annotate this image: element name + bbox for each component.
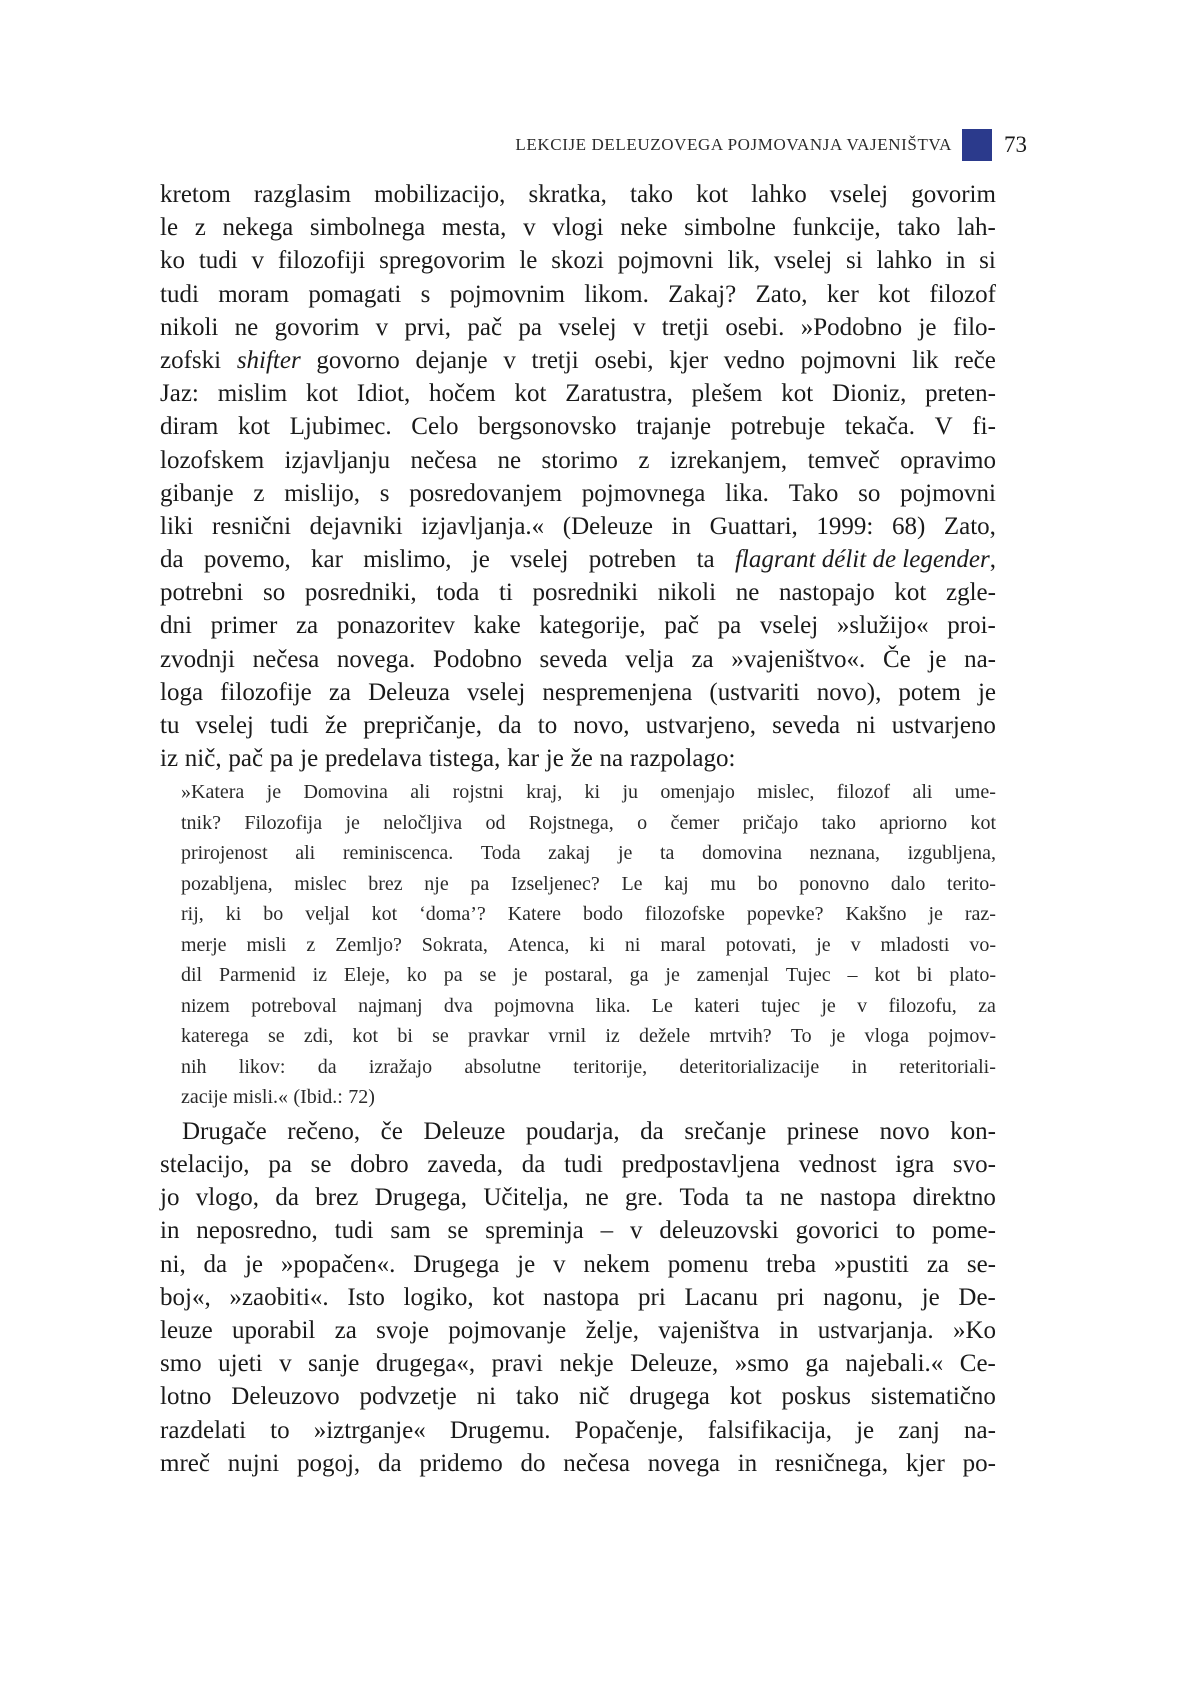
text-line: zofski shifter govorno dejanje v tretji osebi, kjer vedno pojmovni lik reče <box>160 346 996 374</box>
text-line: nizem potreboval najmanj dva pojmovna lika. Le kateri tujec je v filozofu, za <box>181 994 996 1017</box>
text-line: kretom razglasim mobilizacijo, skratka, tako kot lahko vselej govorim <box>160 181 996 208</box>
text-line: »Katera je Domovina ali rojstni kraj, ki ju omenjajo mislec, filozof ali ume- <box>181 781 996 804</box>
text-line: potrebni so posredniki, toda ti posredniki nikoli ne nastopajo kot zgle- <box>160 579 996 607</box>
text-line: Jaz: mislim kot Idiot, hočem kot Zaratustra, plešem kot Dioniz, preten- <box>160 380 996 408</box>
text-line: prirojenost ali reminiscenca. Toda zakaj je ta domovina neznana, izgubljena, <box>181 842 996 865</box>
text-line: loga filozofije za Deleuza vselej nespremenjena (ustvariti novo), potem je <box>160 678 996 706</box>
text-line: leuze uporabil za svoje pojmovanje želje, vajeništva in ustvarjanja. »Ko <box>160 1317 996 1344</box>
header-color-block <box>962 129 992 161</box>
text-line: da povemo, kar mislimo, je vselej potreben ta flagrant délit de legender, <box>160 546 996 574</box>
text-line: boj«, »zaobiti«. Isto logiko, kot nastopa pri Lacanu pri nagonu, je De- <box>160 1283 996 1311</box>
paragraph-1 <box>160 178 996 775</box>
text-line: mreč nujni pogoj, da pridemo do nečesa novega in resničnega, kjer po- <box>160 1449 996 1477</box>
text-line: rij, ki bo veljal kot ‘doma’? Katere bodo filozofske popevke? Kakšno je raz- <box>181 903 996 926</box>
text-line: merje misli z Zemljo? Sokrata, Atenca, ki ni maral potovati, je v mladosti vo- <box>181 933 996 956</box>
text-line: katerega se zdi, kot bi se pravkar vrnil iz dežele mrtvih? To je vloga pojmov- <box>181 1025 996 1048</box>
text-line: le z nekega simbolnega mesta, v vlogi neke simbolne funkcije, tako lah- <box>160 214 996 242</box>
text-line: ko tudi v filozofiji spregovorim le skozi pojmovni lik, vselej si lahko in si <box>160 247 996 275</box>
text-line: smo ujeti v sanje drugega«, pravi nekje Deleuze, »smo ga najebali.« Ce- <box>160 1350 996 1378</box>
text-line: zvodnji nečesa novega. Podobno seveda velja za »vajeništvo«. Če je na- <box>160 645 996 673</box>
text-line: liki resnični dejavniki izjavljanja.« (Deleuze in Guattari, 1999: 68) Zato, <box>160 512 996 540</box>
page-number: 73 <box>1004 132 1027 157</box>
text-line: in neposredno, tudi sam se spreminja – v deleuzovski govorici to pome- <box>160 1217 996 1245</box>
text-line: pozabljena, mislec brez nje pa Izseljenec? Le kaj mu bo ponovno dalo terito- <box>181 872 996 895</box>
running-title: LEKCIJE DELEUZOVEGA POJMOVANJA VAJENIŠTVA <box>515 135 952 154</box>
text-line: tnik? Filozofija je neločljiva od Rojstnega, o čemer pričajo tako apriorno kot <box>181 811 996 834</box>
text-line: nikoli ne govorim v prvi, pač pa vselej v tretji osebi. »Podobno je filo- <box>160 313 996 341</box>
text-line: lozofskem izjavljanju nečesa ne storimo z izrekanjem, temveč opravimo <box>160 446 996 474</box>
text-line: jo vlogo, da brez Drugega, Učitelja, ne gre. Toda ta ne nastopa direktno <box>160 1184 996 1212</box>
text-line: Drugače rečeno, če Deleuze poudarja, da srečanje prinese novo kon- <box>182 1117 996 1145</box>
text-line: dil Parmenid iz Eleje, ko pa se je postaral, ga je zamenjal Tujec – kot bi plato- <box>181 964 996 987</box>
text-line: gibanje z mislijo, s posredovanjem pojmovnega lika. Tako so pojmovni <box>160 479 996 507</box>
text-line: tudi moram pomagati s pojmovnim likom. Zakaj? Zato, ker kot filozof <box>160 280 996 308</box>
text-line: tu vselej tudi že prepričanje, da to novo, ustvarjeno, seveda ni ustvarjeno <box>160 712 996 739</box>
paragraph-2 <box>160 1115 996 1480</box>
text-line: nih likov: da izražajo absolutne teritorije, deteritorializacije in reteritoriali- <box>181 1055 996 1078</box>
block-quote <box>181 777 996 1113</box>
text-line: dni primer za ponazoritev kake kategorije, pač pa vselej »služijo« proi- <box>160 612 996 640</box>
text-line: stelacijo, pa se dobro zaveda, da tudi predpostavljena vednost igra svo- <box>160 1151 996 1179</box>
text-line: iz nič, pač pa je predelava tistega, kar je že na razpolago: <box>160 745 736 773</box>
body-text <box>160 178 996 1480</box>
text-line: zacije misli.« (Ibid.: 72) <box>181 1086 375 1109</box>
running-header <box>515 128 1027 162</box>
text-line: diram kot Ljubimec. Celo bergsonovsko trajanje potrebuje tekača. V fi- <box>160 413 996 441</box>
text-line: razdelati to »iztrganje« Drugemu. Popačenje, falsifikacija, je zanj na- <box>160 1416 996 1444</box>
text-line: ni, da je »popačen«. Drugega je v nekem pomenu treba »pustiti za se- <box>160 1250 996 1278</box>
text-line: lotno Deleuzovo podvzetje ni tako nič drugega kot poskus sistematično <box>160 1383 996 1411</box>
